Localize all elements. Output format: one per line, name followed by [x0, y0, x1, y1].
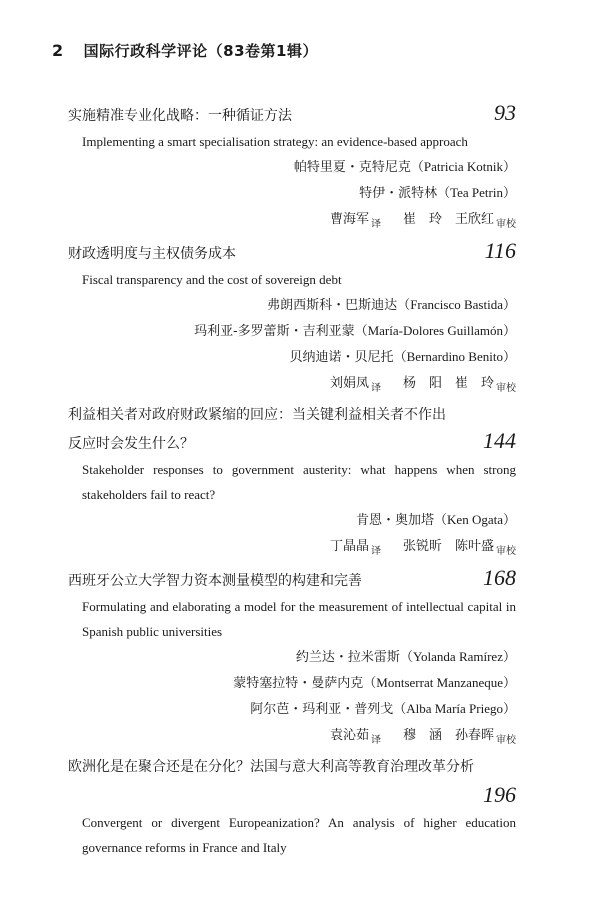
- translator-role: 译: [370, 735, 381, 746]
- article-title-zh: 利益相关者对政府财政紧缩的回应：当关键利益相关者不作出: [68, 407, 446, 423]
- reviewer-role: 审校: [496, 735, 516, 746]
- author-name-zh: 阿尔芭・玛利亚・普列戈: [250, 702, 394, 717]
- author-line: 肯恩・奥加塔（Ken Ogata）: [356, 512, 516, 528]
- author-line: 约兰达・拉米雷斯（Yolanda Ramírez）: [295, 649, 516, 665]
- page-ref: 93: [494, 100, 516, 125]
- article-title-en: Stakeholder responses to government austerity: what happens when strong stakeholders fail to react?: [82, 462, 516, 502]
- reviewer-names: 穆 涵 孙春晖: [402, 728, 494, 743]
- entry-title-line: [68, 238, 516, 267]
- author-name-zh: 特伊・派特林: [359, 186, 438, 201]
- author-name-en: Patricia Kotnik: [423, 159, 503, 174]
- author-line: 贝纳迪诺・贝尼托（Bernardino Benito）: [289, 349, 516, 365]
- entry-title-line: [68, 428, 516, 457]
- author-line: 弗朗西斯科・巴斯迪达（Francisco Bastida）: [267, 297, 516, 313]
- reviewer-names: 张锐昕 陈叶盛: [402, 539, 494, 554]
- toc-entry: [68, 402, 516, 561]
- page-ref: 196: [483, 782, 516, 807]
- author-name-en: Bernardino Benito: [406, 349, 503, 364]
- author-name-zh: 肯恩・奥加塔: [356, 513, 435, 528]
- author-name-en: Yolanda Ramírez: [412, 649, 503, 664]
- toc-entry: [68, 100, 516, 234]
- translator-line: [68, 533, 516, 561]
- translator-line: [68, 370, 516, 398]
- page-ref: 168: [483, 565, 516, 590]
- toc-entry: [68, 565, 516, 750]
- translator-role: 译: [370, 219, 381, 230]
- translator-name: 袁沁茹: [329, 728, 369, 743]
- author-name-en: Ken Ogata: [447, 512, 503, 527]
- reviewer-role: 审校: [496, 383, 516, 394]
- entry-title-line: [68, 100, 516, 129]
- translator-name: 刘娟凤: [329, 376, 369, 391]
- toc-list: [68, 100, 516, 864]
- author-name-en: María-Dolores Guillamón: [367, 323, 503, 338]
- article-title-en: Convergent or divergent Europeanization? An analysis of higher education governance reforms in France and Italy: [82, 815, 516, 855]
- translator-name: 丁晶晶: [329, 539, 369, 554]
- article-title-zh: 欧洲化是在聚合还是在分化？法国与意大利高等教育治理改革分析: [68, 759, 474, 775]
- reviewer-names: 杨 阳 崔 玲: [402, 376, 494, 391]
- author-name-zh: 贝纳迪诺・贝尼托: [289, 350, 394, 365]
- author-name-zh: 弗朗西斯科・巴斯迪达: [267, 298, 398, 313]
- translator-role: 译: [370, 546, 381, 557]
- translator-line: [68, 206, 516, 234]
- running-header: [52, 40, 318, 61]
- reviewer-role: 审校: [496, 546, 516, 557]
- author-line: 特伊・派特林（Tea Petrin）: [359, 185, 516, 201]
- journal-title: 国际行政科学评论（83卷第1辑）: [83, 42, 318, 60]
- author-line: 玛利亚-多罗蕾斯・吉利亚蒙（María-Dolores Guillamón）: [194, 323, 516, 339]
- author-line: 阿尔芭・玛利亚・普列戈（Alba María Priego）: [250, 701, 516, 717]
- author-name-zh: 帕特里夏・克特尼克: [293, 160, 411, 175]
- article-title-en: Fiscal transparency and the cost of sovereign debt: [82, 272, 342, 287]
- entry-title-line: [68, 565, 516, 594]
- page-ref: 144: [483, 428, 516, 453]
- author-name-en: Alba María Priego: [406, 701, 503, 716]
- article-title-en: Implementing a smart specialisation strategy: an evidence-based approach: [82, 134, 468, 149]
- author-name-en: Tea Petrin: [450, 185, 503, 200]
- author-name-en: Francisco Bastida: [410, 297, 503, 312]
- article-title-zh: 财政透明度与主权债务成本: [68, 246, 236, 262]
- reviewer-role: 审校: [496, 219, 516, 230]
- author-line: 帕特里夏・克特尼克（Patricia Kotnik）: [293, 159, 516, 175]
- article-title-zh: 西班牙公立大学智力资本测量模型的构建和完善: [68, 573, 362, 589]
- author-name-zh: 蒙特塞拉特・曼萨内克: [233, 676, 364, 691]
- toc-entry: [68, 238, 516, 398]
- translator-role: 译: [370, 383, 381, 394]
- reviewer-names: 崔 玲 王欣红: [402, 212, 494, 227]
- author-name-zh: 约兰达・拉米雷斯: [295, 650, 400, 665]
- article-title-zh-continued: 反应时会发生什么？: [68, 436, 194, 452]
- toc-entry: [68, 754, 516, 860]
- translator-line: [68, 722, 516, 750]
- author-line: 蒙特塞拉特・曼萨内克（Montserrat Manzaneque）: [233, 675, 516, 691]
- article-title-en: Formulating and elaborating a model for the measurement of intellectual capital in Spanish public universities: [82, 599, 516, 639]
- article-title-zh: 实施精准专业化战略：一种循证方法: [68, 108, 292, 124]
- page-number: 2: [52, 41, 64, 60]
- translator-name: 曹海军: [329, 212, 369, 227]
- author-name-en: Montserrat Manzaneque: [376, 675, 503, 690]
- author-name-zh: 玛利亚-多罗蕾斯・吉利亚蒙: [194, 324, 355, 339]
- page-ref: 116: [484, 238, 516, 263]
